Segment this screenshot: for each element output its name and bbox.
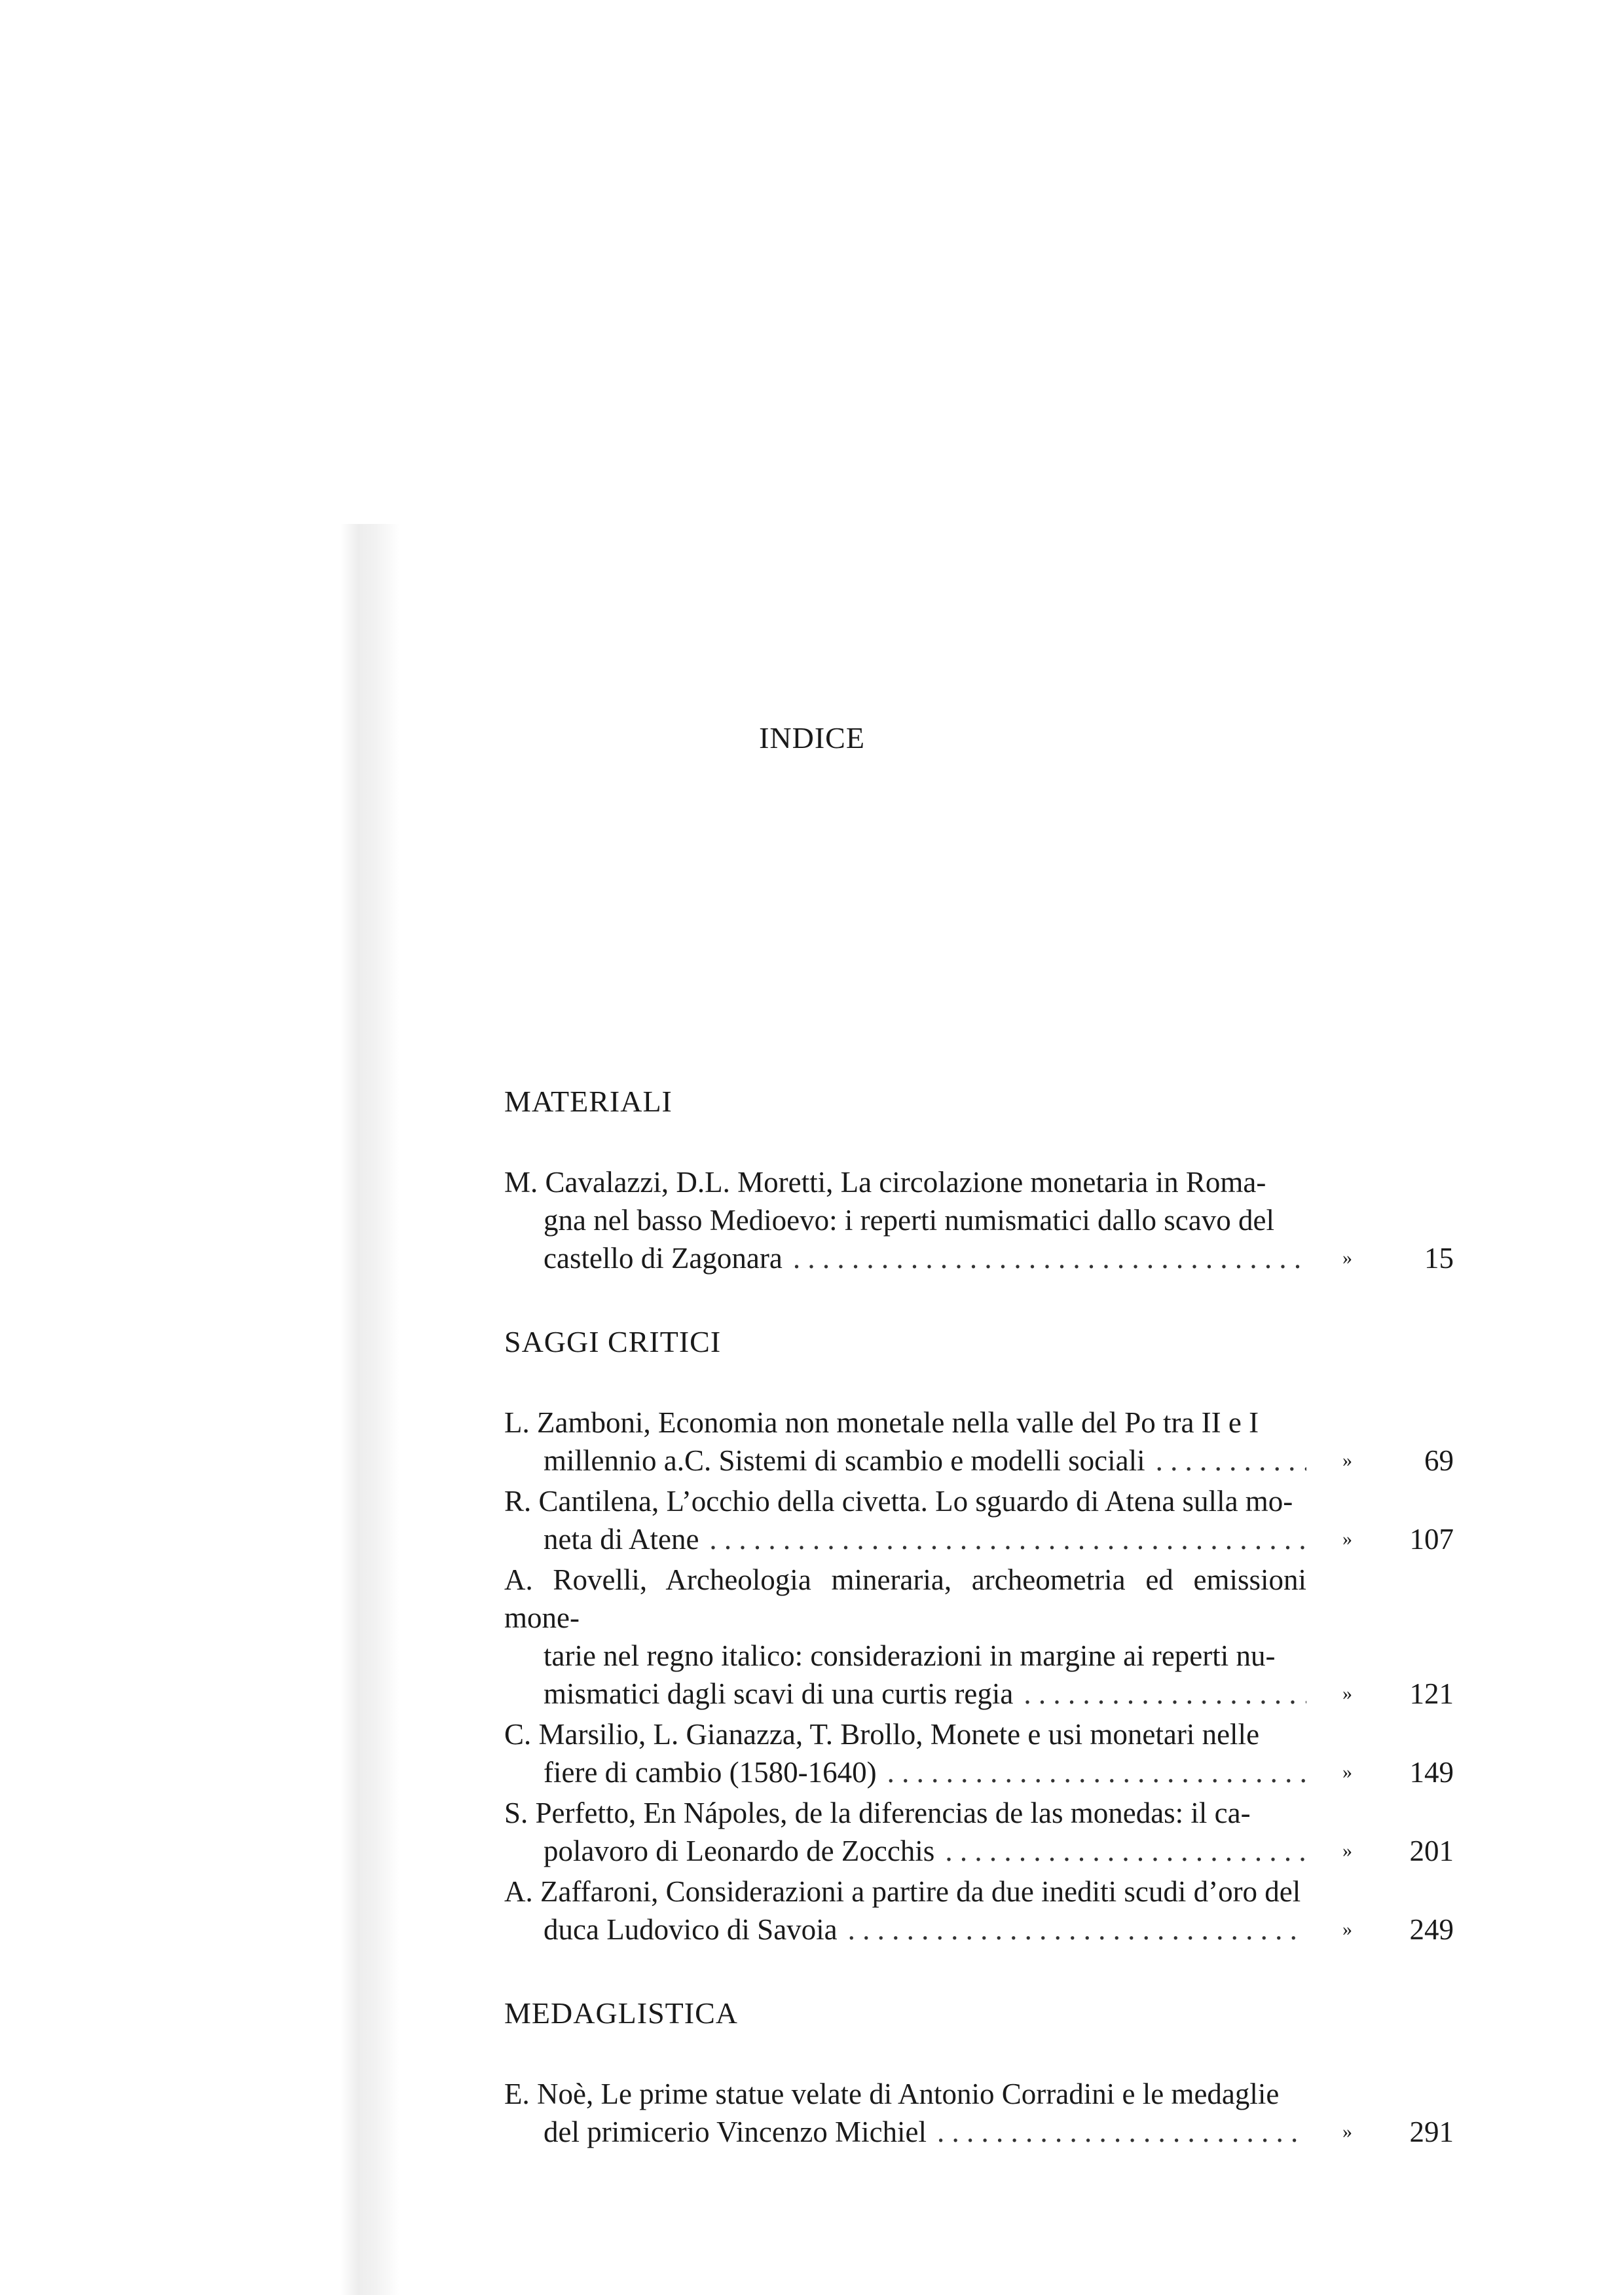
- leader-dots: [709, 1520, 1306, 1558]
- ditto-mark: »: [1342, 1761, 1352, 1783]
- toc-entry: [504, 2075, 1454, 2151]
- page-number: 249: [1409, 1913, 1454, 1946]
- entry-line: M. Cavalazzi, D.L. Moretti, La circolazione monetaria in Roma-: [504, 1166, 1266, 1199]
- toc-entry: [504, 1482, 1454, 1558]
- leader-dots: [937, 2113, 1306, 2151]
- entry-line: millennio a.C. Sistemi di scambio e modelli sociali: [544, 1444, 1145, 1477]
- toc-entry: [504, 1404, 1454, 1480]
- entry-line: castello di Zagonara: [544, 1242, 783, 1275]
- ditto-mark: »: [1342, 1247, 1352, 1269]
- entry-line: fiere di cambio (1580-1640): [544, 1756, 877, 1789]
- scan-gutter-shadow: [341, 524, 399, 2295]
- toc-section-saggi-critici: [504, 1324, 1454, 1949]
- entry-line: polavoro di Leonardo de Zocchis: [544, 1835, 935, 1867]
- entry-line: S. Perfetto, En Nápoles, de la diferencias de las monedas: il ca-: [504, 1797, 1251, 1829]
- leader-dots: [945, 1832, 1306, 1870]
- ditto-mark: »: [1342, 1683, 1352, 1704]
- toc-entry: [504, 1163, 1454, 1277]
- entry-line: duca Ludovico di Savoia: [544, 1913, 838, 1946]
- leader-dots: [887, 1753, 1306, 1791]
- entry-line: A. Rovelli, Archeologia mineraria, archeometria ed emissioni mone-: [504, 1563, 1306, 1634]
- page-number: 107: [1409, 1523, 1454, 1556]
- toc-entry: [504, 1561, 1454, 1713]
- page-title: INDICE: [759, 721, 865, 755]
- leader-dots: [793, 1239, 1306, 1277]
- page-number: 69: [1424, 1444, 1454, 1477]
- toc-entry: [504, 1715, 1454, 1791]
- table-of-contents: [504, 1084, 1454, 2154]
- entry-line: mismatici dagli scavi di una curtis regia: [544, 1677, 1014, 1710]
- section-heading: SAGGI CRITICI: [504, 1325, 722, 1358]
- page-number: 149: [1409, 1756, 1454, 1789]
- entry-line: C. Marsilio, L. Gianazza, T. Brollo, Monete e usi monetari nelle: [504, 1718, 1260, 1751]
- entry-line: tarie nel regno italico: considerazioni in margine ai reperti nu-: [544, 1639, 1276, 1672]
- entry-line: E. Noè, Le prime statue velate di Antonio Corradini e le medaglie: [504, 2078, 1280, 2110]
- toc-entry: [504, 1794, 1454, 1870]
- ditto-mark: »: [1342, 2121, 1352, 2142]
- section-heading: MATERIALI: [504, 1085, 673, 1118]
- page-number: 121: [1409, 1677, 1454, 1710]
- entry-line: R. Cantilena, L’occhio della civetta. Lo sguardo di Atena sulla mo-: [504, 1485, 1293, 1518]
- page-number: 201: [1409, 1835, 1454, 1867]
- page-number: 15: [1424, 1242, 1454, 1275]
- leader-dots: [848, 1911, 1306, 1949]
- leader-dots: [1156, 1442, 1306, 1480]
- entry-line: L. Zamboni, Economia non monetale nella valle del Po tra II e I: [504, 1406, 1259, 1439]
- ditto-mark: »: [1342, 1918, 1352, 1940]
- toc-section-materiali: [504, 1084, 1454, 1277]
- entry-line: neta di Atene: [544, 1523, 699, 1556]
- section-heading: MEDAGLISTICA: [504, 1996, 738, 2030]
- toc-section-medaglistica: [504, 1996, 1454, 2151]
- entry-line: del primicerio Vincenzo Michiel: [544, 2116, 927, 2148]
- leader-dots: [1024, 1675, 1306, 1713]
- toc-entry: [504, 1873, 1454, 1949]
- entry-line: A. Zaffaroni, Considerazioni a partire da due inediti scudi d’oro del: [504, 1875, 1301, 1908]
- ditto-mark: »: [1342, 1840, 1352, 1861]
- ditto-mark: »: [1342, 1449, 1352, 1471]
- ditto-mark: »: [1342, 1528, 1352, 1550]
- page-number: 291: [1409, 2116, 1454, 2148]
- entry-line: gna nel basso Medioevo: i reperti numismatici dallo scavo del: [544, 1204, 1274, 1237]
